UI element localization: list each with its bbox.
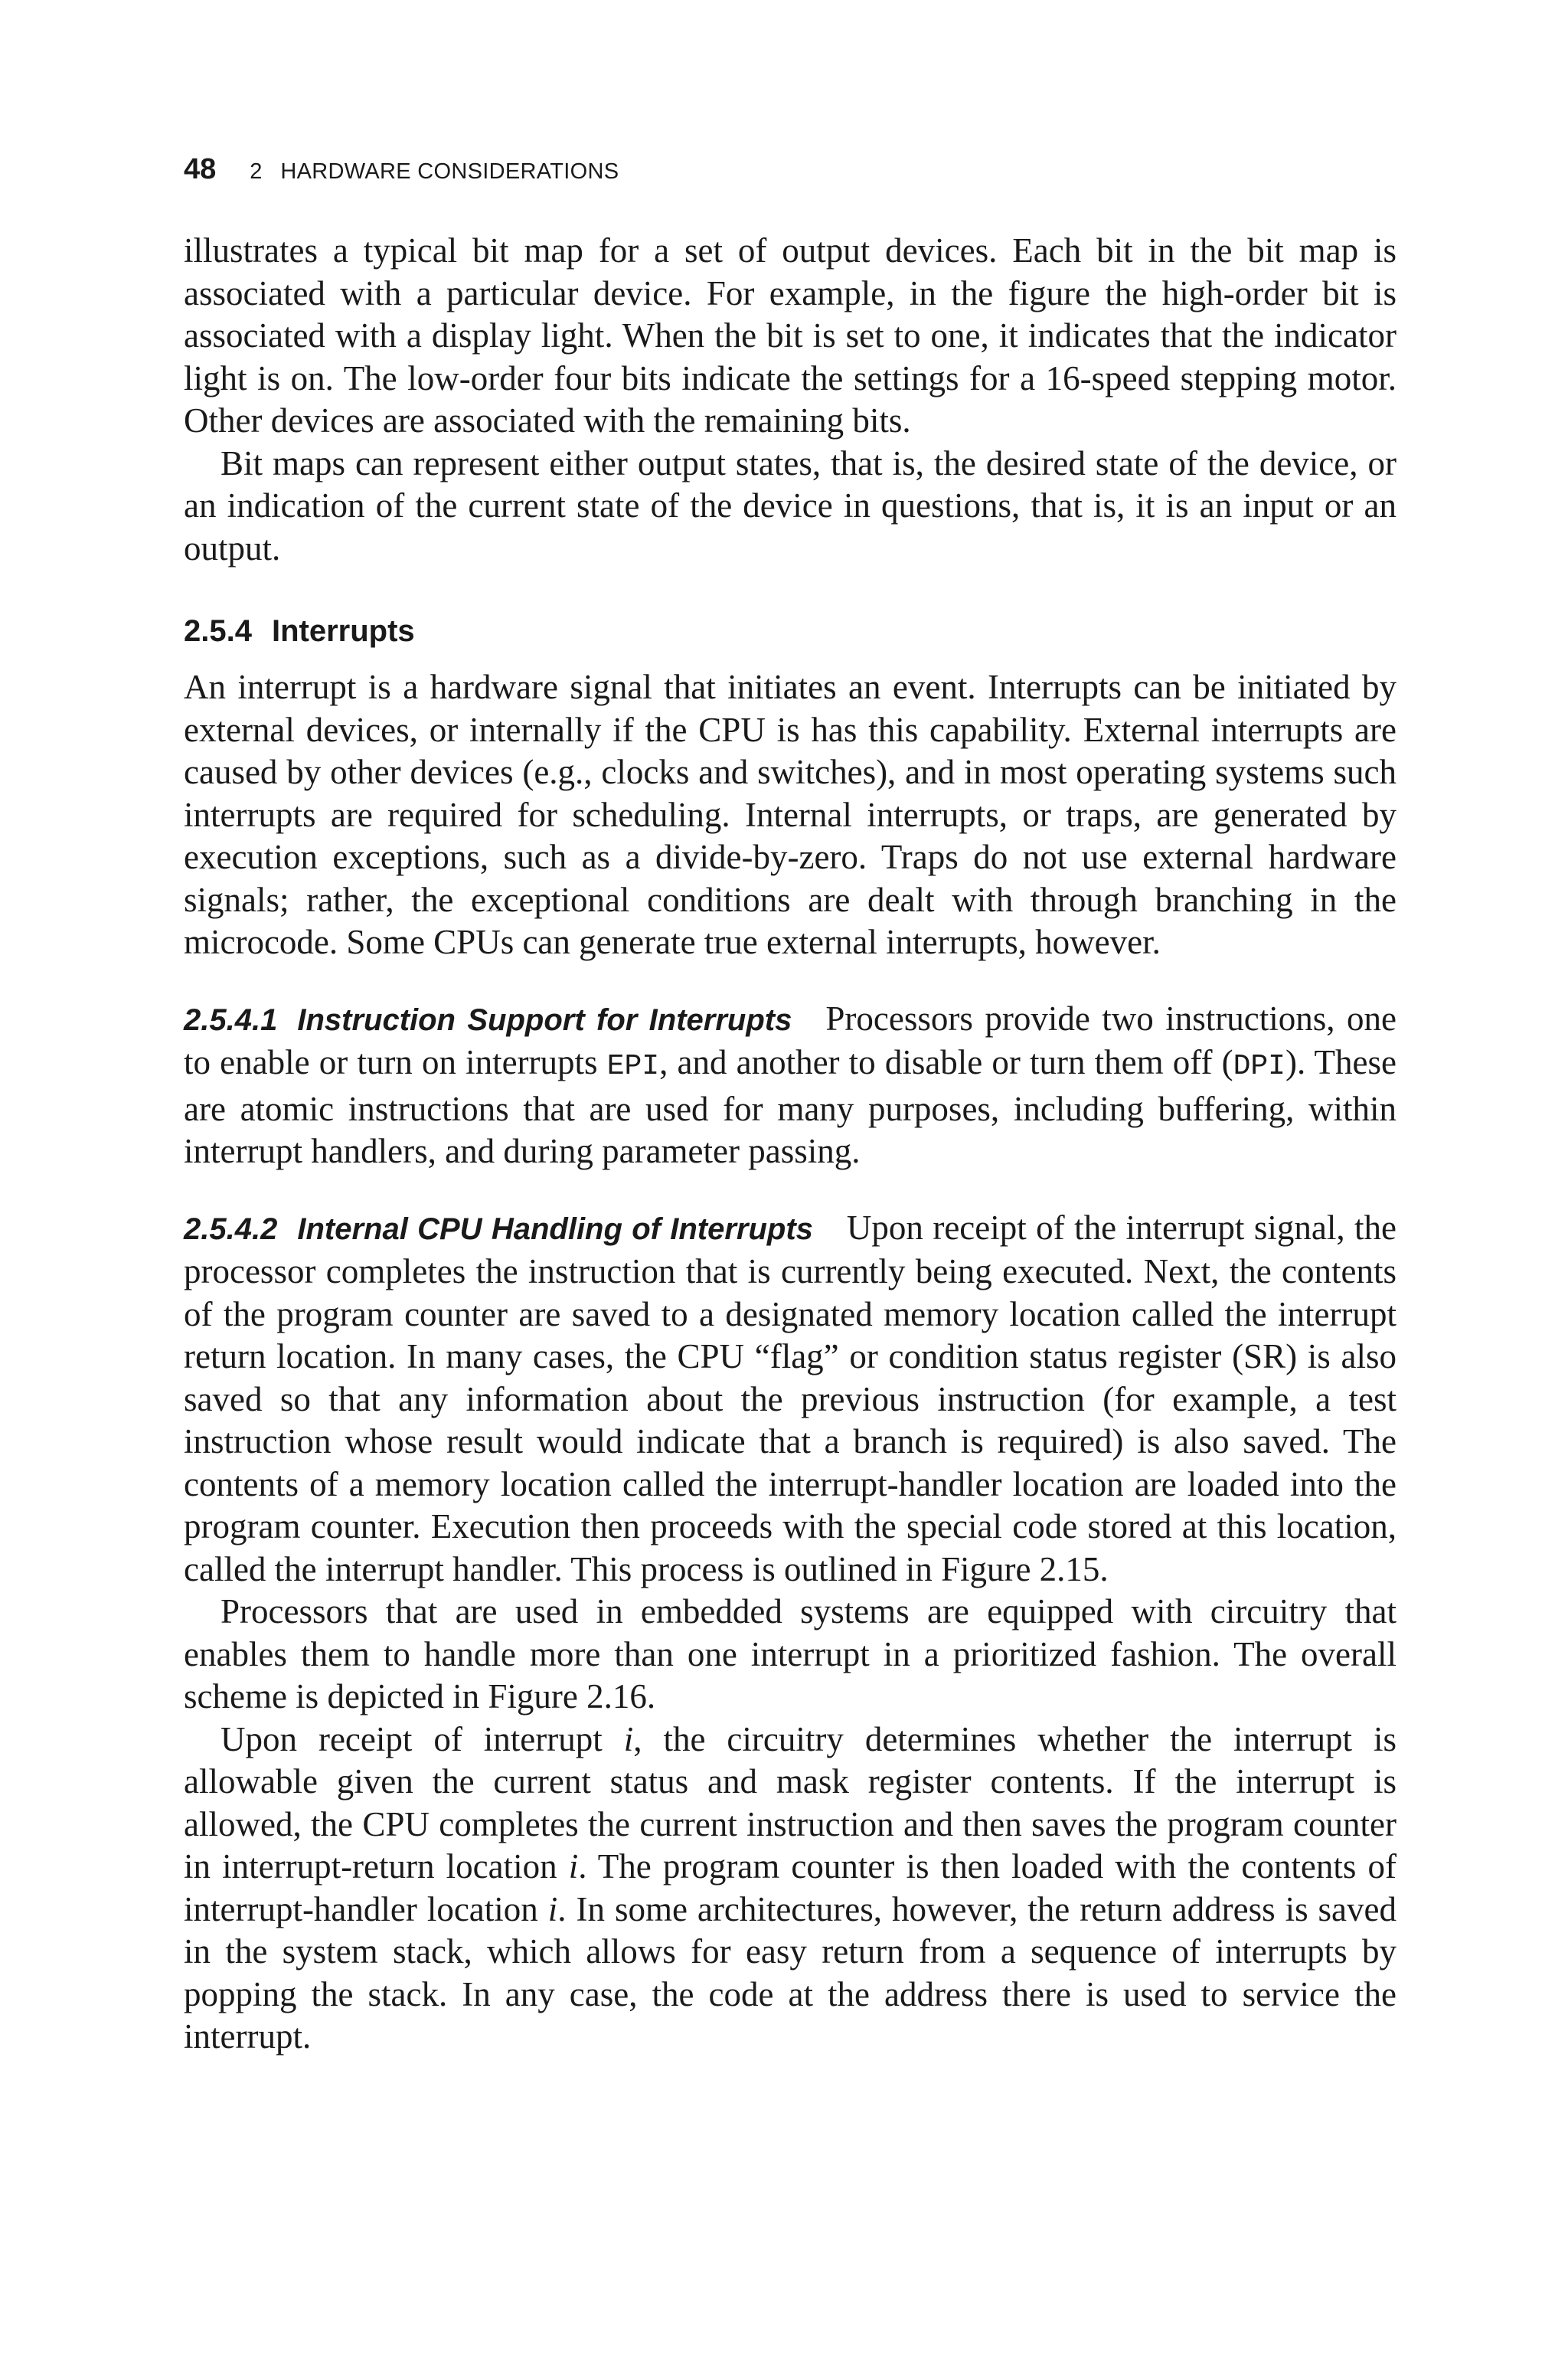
book-page — [184, 0, 1396, 2368]
running-head — [184, 153, 1396, 199]
subsection-cpu-handling — [184, 1207, 1396, 2059]
page-number: 48 — [184, 153, 217, 185]
paragraph-embedded-systems: Processors that are used in embedded systems are equipped with circuitry that enables them to handle more than one interrupt in a prioritized fashion. The overall scheme is depicted in Figure 2.16. — [184, 1592, 1396, 1715]
paragraph-cpu-handling — [184, 1207, 1396, 1591]
paragraph-bit-map: illustrates a typical bit map for a set of output devices. Each bit in the bit map is associated with a particular device. For example, in the figure the high-order bit is associated with a display light. When the bit is set to one, it indicates that the indicator light is on. The low-order four bits indicate the settings for a 16-speed stepping motor. Other devices are associated with the remaining bits. — [184, 231, 1396, 440]
text-run: . The program counter is then loaded with the contents of interrupt-handler location — [184, 1847, 1396, 1928]
subsection-heading — [184, 1003, 792, 1037]
variable-i: i — [568, 1847, 579, 1886]
body-text — [184, 230, 1396, 2059]
paragraph-interrupts-intro: An interrupt is a hardware signal that initiates an event. Interrupts can be initiated by external devices, or internally if the CPU is has this capability. External interrupts are caused by other devices (e.g., clocks and switches), and in most operating systems such interrupts are required for scheduling. Internal interrupts, or traps, are generated by execution exceptions, such as a divide-by-zero. Traps do not use external hardware signals; rather, the exceptional conditions are dealt with through branching in the microcode. Some CPUs can generate true external interrupts, however. — [184, 668, 1396, 961]
variable-i: i — [547, 1889, 558, 1928]
subsection-title: Instruction Support for Interrupts — [297, 1002, 792, 1037]
subsection-heading — [184, 1212, 813, 1246]
paragraph-instruction-support — [184, 998, 1396, 1173]
text-run: Upon receipt of the interrupt signal, the processor completes the instruction that is currently being executed. Next, the contents of the program counter are saved to a designated memory location called the interrupt return location. In many cases, the CPU “flag” or condition status register (SR) is also saved so that any information about the previous instruction (for example, a test instruction whose result would indicate that a branch is required) is also saved. The contents of a memory location called the interrupt-handler location are loaded into the program counter. Execution then proceeds with the special code stored at this location, called the interrupt handler. This process is outlined in Figure 2.15. — [184, 1208, 1396, 1588]
paragraph-bit-map-states: Bit maps can represent either output states, that is, the desired state of the device, or an indication of the current state of the device in questions, that is, it is an input or an output. — [184, 443, 1396, 567]
text-run: . In some architectures, however, the return address is saved in the system stack, which allows for easy return from a sequence of interrupts by popping the stack. In any case, the code at the address there is used to service the interrupt. — [184, 1889, 1397, 2056]
subsection-title: Internal CPU Handling of Interrupts — [297, 1212, 813, 1246]
section-number: 2.5.4 — [184, 614, 252, 648]
chapter-number: 2 — [250, 159, 263, 184]
subsection-number: 2.5.4.1 — [184, 1002, 278, 1037]
paragraph-interrupt-i — [184, 1719, 1396, 2059]
section-title: Interrupts — [271, 614, 415, 648]
subsection-number: 2.5.4.2 — [184, 1212, 278, 1246]
chapter-title: HARDWARE CONSIDERATIONS — [280, 159, 619, 184]
section-heading-interrupts — [184, 570, 1396, 666]
text-run: , the circuitry determines whether the interrupt is allowable given the current status and mask register contents. If the interrupt is allowed, the CPU completes the current instruction and then saves the program counter in interrupt-return location — [184, 1719, 1396, 1886]
text-run: Upon receipt of interrupt — [220, 1719, 624, 1758]
text-run: , and another to disable or turn them off ( — [659, 1043, 1233, 1081]
text-run: ). These are atomic instructions that are used for many purposes, including buffering, within interrupt handlers, and during parameter passing. — [184, 1043, 1396, 1170]
variable-i: i — [623, 1719, 634, 1758]
text-run: Processors provide two instructions, one to enable or turn on interrupts — [184, 999, 1396, 1081]
subsection-instruction-support — [184, 998, 1396, 1173]
code-epi: EPI — [606, 1050, 660, 1083]
code-dpi: DPI — [1233, 1050, 1285, 1083]
